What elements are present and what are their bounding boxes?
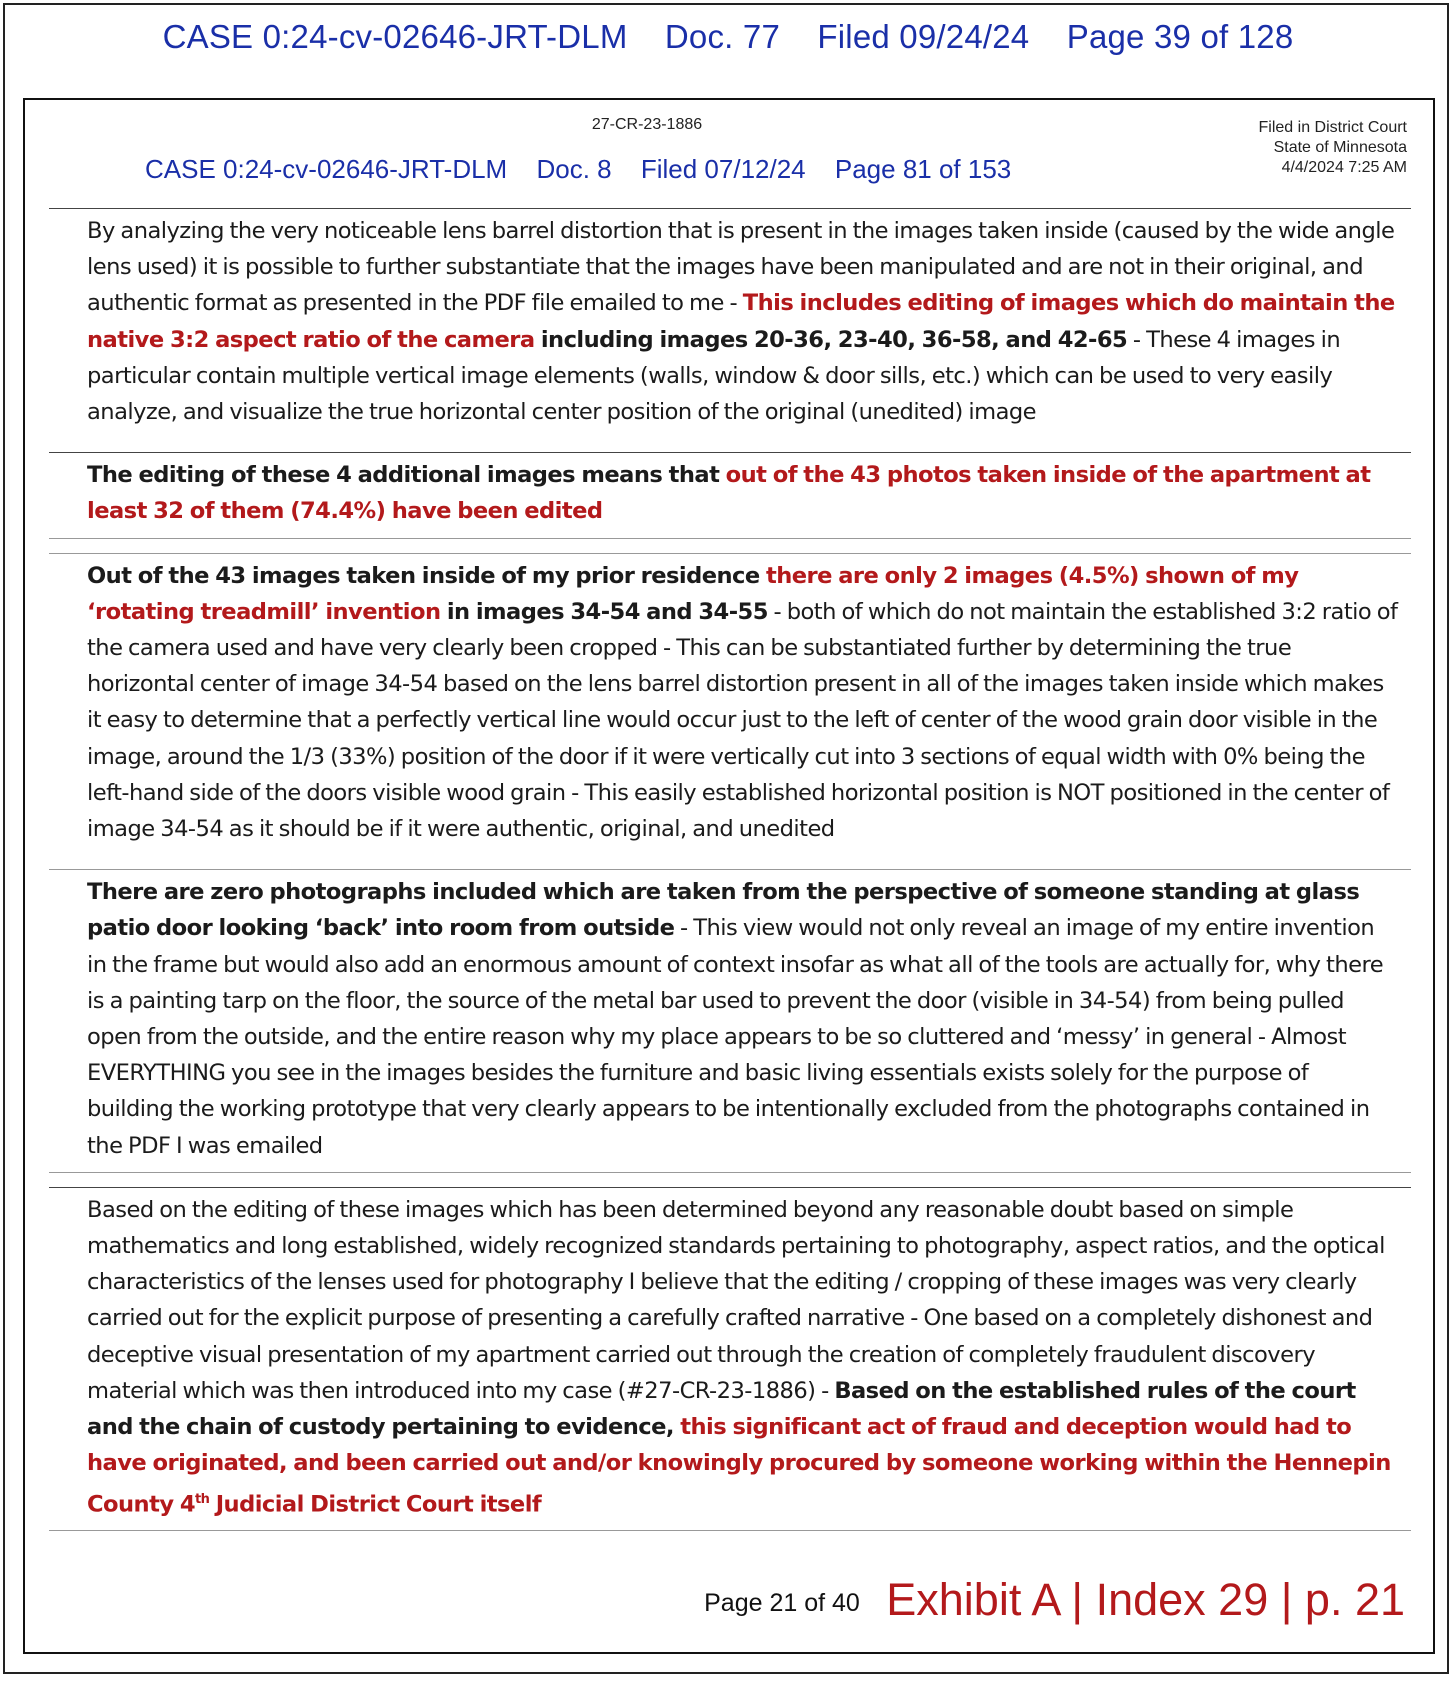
p5-superscript: th bbox=[195, 1491, 210, 1507]
p4-bold: There are zero photographs included which are taken from the perspective of someone standing at glass patio door looking ‘back’ into room from outside bbox=[87, 879, 1360, 942]
stamp-doc: Doc. 77 bbox=[664, 18, 781, 55]
p3-text: - both of which do not maintain the established 3:2 ratio of the camera used and have very clearly been cropped - This can be substantiated further by determining the true horizontal center of image 34-54 based on the lens barrel distortion present in all of the images taken inside which makes it easy to determine that a perfectly vertical line would occur just to the left of center of the wood grain door visible in the image, around the 1/3 (33%) position of the door if it were vertically cut into 3 sections of equal width with 0% being the left-hand side of the doors visible wood grain - This easily established horizontal position is NOT positioned in the center of image 34-54 as it should be if it were authentic, original, and unedited bbox=[87, 598, 1398, 843]
p4-text: - This view would not only reveal an image of my entire invention in the frame but would also add an enormous amount of context insofar as what all of the tools are actually for, why there is a painting tarp on the floor, the source of the metal bar used to prevent the door (visible in 34-54) from being pulled open from the outside, and the entire reason why my place appears to be so cluttered and ‘messy’ in general - Almost EVERYTHING you see in the images besides the furniture and basic living essentials exists solely for the purpose of building the working prototype that very clearly appears to be intentionally excluded from the photographs contained in the PDF I was emailed bbox=[87, 915, 1384, 1159]
federal-filing-stamp bbox=[0, 18, 1456, 56]
p1-highlight: This includes editing of images which do maintain the native 3:2 aspect ratio of the camera bbox=[87, 290, 1395, 353]
p5-text: Based on the editing of these images which has been determined beyond any reasonable doubt based on simple mathematics and long established, widely recognized standards pertaining to photography, aspect ratios, and the optical characteristics of the lenses used for photography I believe that the editing / cropping of these images was very clearly carried out for the explicit purpose of presenting a carefully crafted narrative - One based on a completely dishonest and deceptive visual presentation of my apartment carried out through the creation of completely fraudulent discovery material which was then introduced into my case (#27-CR-23-1886) - bbox=[87, 1196, 1385, 1404]
inner-stamp-page: Page 81 of 153 bbox=[834, 154, 1012, 184]
document-page bbox=[23, 98, 1435, 1654]
page-footer bbox=[25, 1574, 1405, 1626]
p1-bold: including images 20-36, 23-40, 36-58, and 42-65 bbox=[534, 326, 1128, 353]
inner-filing-stamp bbox=[145, 154, 1033, 185]
exhibit-label: Exhibit A | Index 29 | p. 21 bbox=[886, 1574, 1405, 1625]
gap bbox=[49, 438, 1411, 452]
filed-line-3: 4/4/2024 7:25 AM bbox=[1281, 159, 1407, 176]
district-court-filed-box bbox=[1259, 118, 1407, 178]
stamp-page: Page 39 of 128 bbox=[1066, 18, 1294, 55]
p3-highlight: there are only 2 images (4.5%) shown of my ‘rotating treadmill’ invention bbox=[87, 562, 1299, 625]
paragraph-treadmill-images bbox=[49, 554, 1411, 856]
inner-stamp-case: CASE 0:24-cv-02646-JRT-DLM bbox=[145, 154, 508, 184]
p3-bold-1: Out of the 43 images taken inside of my prior residence bbox=[87, 562, 766, 589]
p5-highlight: this significant act of fraud and deception would had to have originated, and been carried out and/or knowingly procured by someone working within the Hennepin County 4 bbox=[87, 1414, 1391, 1518]
paragraph-lens-distortion bbox=[49, 209, 1411, 438]
p2-highlight: out of the 43 photos taken inside of the apartment at least 32 of them (74.4%) have been edited bbox=[87, 462, 1371, 525]
stamp-filed: Filed 09/24/24 bbox=[817, 18, 1030, 55]
p2-bold: The editing of these 4 additional images means that bbox=[87, 462, 726, 489]
state-case-number: 27-CR-23-1886 bbox=[591, 116, 703, 133]
footer-page-number: Page 21 of 40 bbox=[704, 1589, 860, 1617]
paragraph-editing-count bbox=[49, 453, 1411, 537]
gap bbox=[49, 1173, 1411, 1187]
inner-stamp-doc: Doc. 8 bbox=[536, 154, 612, 184]
gap bbox=[49, 539, 1411, 553]
stamp-case: CASE 0:24-cv-02646-JRT-DLM bbox=[162, 18, 628, 55]
inner-stamp-filed: Filed 07/12/24 bbox=[640, 154, 806, 184]
p5-bold: Based on the established rules of the court and the chain of custody pertaining to evidence, bbox=[87, 1377, 1356, 1441]
filed-line-2: State of Minnesota bbox=[1273, 139, 1407, 156]
paragraph-conclusion bbox=[49, 1188, 1411, 1530]
p1-text-2: - These 4 images in particular contain multiple vertical image elements (walls, window & door sills, etc.) which can be used to very easily analyze, and visualize the true horizontal center position of the original (unedited) image bbox=[87, 326, 1341, 426]
gap bbox=[49, 855, 1411, 869]
p5-highlight-end: Judicial District Court itself bbox=[209, 1491, 542, 1518]
document-body bbox=[49, 208, 1411, 1531]
filed-line-1: Filed in District Court bbox=[1258, 119, 1407, 136]
p1-text-1: By analyzing the very noticeable lens barrel distortion that is present in the images taken inside (caused by the wide angle lens used) it is possible to further substantiate that the images have been manipulated and are not in their original, and authentic format as presented in the PDF file emailed to me - bbox=[87, 218, 1395, 317]
p3-bold-2: in images 34-54 and 34-55 bbox=[440, 598, 768, 625]
rule bbox=[49, 1530, 1411, 1531]
paragraph-missing-perspective bbox=[49, 870, 1411, 1172]
